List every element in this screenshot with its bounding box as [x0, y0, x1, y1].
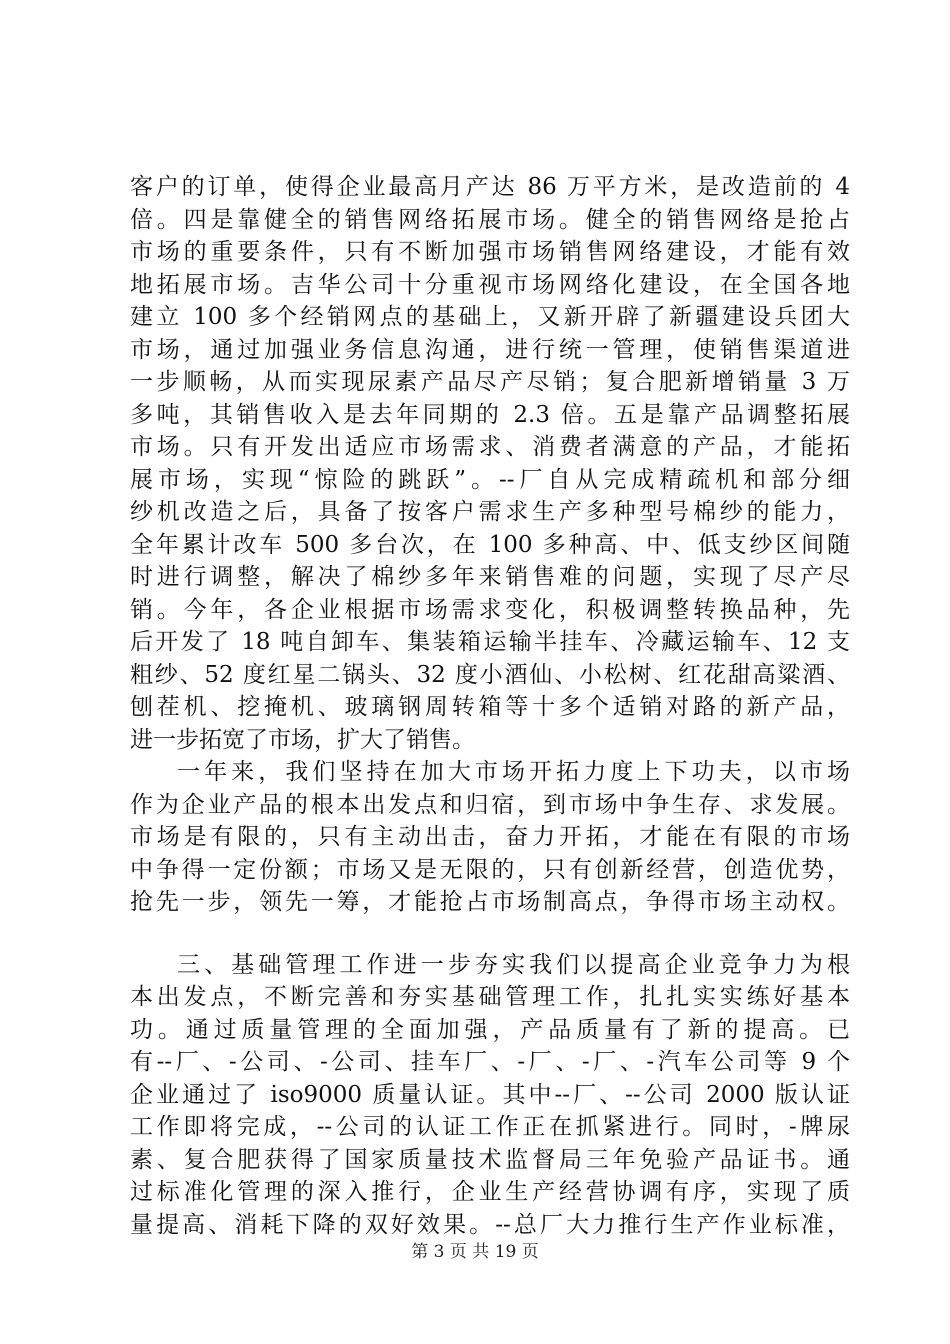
text-line: 倍。四是靠健全的销售网络拓展市场。健全的销售网络是抢占: [130, 206, 850, 233]
text-line: 地拓展市场。吉华公司十分重视市场网络化建设，在全国各地: [130, 271, 850, 298]
text-line: 客户的订单，使得企业最高月产达 86 万平方米，是改造前的 4: [130, 174, 850, 200]
text-line: 销。今年，各企业根据市场需求变化，积极调整转换品种，先: [130, 596, 850, 623]
text-line: 后开发了 18 吨自卸车、集装箱运输半挂车、冷藏运输车、12 支: [130, 629, 850, 655]
text-line: 纱机改造之后，具备了按客户需求生产多种型号棉纱的能力，: [130, 499, 850, 525]
text-line: 市场，通过加强业务信息沟通，进行统一管理，使销售渠道进: [130, 336, 850, 363]
text-line: 素、复合肥获得了国家质量技术监督局三年免验产品证书。通: [130, 1146, 850, 1173]
paragraph-spacer: [130, 919, 850, 949]
text-line: 三、基础管理工作进一步夯实我们以提高企业竞争力为根: [177, 951, 850, 978]
text-line: 市场是有限的，只有主动出击，奋力开拓，才能在有限的市场: [130, 824, 850, 850]
paragraph: [130, 949, 850, 1242]
text-line: 全年累计改车 500 多台次，在 100 多种高、中、低支纱区间随: [130, 531, 850, 558]
text-line: 有--厂、-公司、-公司、挂车厂、-厂、-厂、-汽车公司等 9 个: [130, 1049, 850, 1075]
text-line: 量提高、消耗下降的双好效果。--总厂大力推行生产作业标准，: [130, 1211, 850, 1238]
text-line: 企业通过了 iso9000 质量认证。其中--厂、--公司 2000 版认证: [130, 1081, 850, 1108]
text-line: 进一步拓宽了市场，扩大了销售。: [130, 726, 475, 753]
text-line: 过标准化管理的深入推行，企业生产经营协调有序，实现了质: [130, 1179, 850, 1205]
text-line: 工作即将完成，--公司的认证工作正在抓紧进行。同时，-牌尿: [130, 1114, 850, 1140]
page-number-footer: 第 3 页 共 19 页: [411, 1242, 539, 1262]
text-line: 粗纱、52 度红星二锅头、32 度小酒仙、小松树、红花甜高粱酒、: [130, 661, 850, 688]
text-line: 抢先一步，领先一筹，才能抢占市场制高点，争得市场主动权。: [130, 889, 850, 915]
text-line: 作为企业产品的根本出发点和归宿，到市场中争生存、求发展。: [130, 791, 850, 818]
document-body: [130, 171, 850, 1241]
text-line: 功。通过质量管理的全面加强，产品质量有了新的提高。已: [130, 1016, 850, 1043]
text-line: 一年来，我们坚持在加大市场开拓力度上下功夫，以市场: [177, 759, 850, 785]
text-line: 中争得一定份额；市场又是无限的，只有创新经营，创造优势，: [130, 856, 850, 883]
text-line: 一步顺畅，从而实现尿素产品尽产尽销；复合肥新增销量 3 万: [130, 369, 850, 395]
text-line: 市场。只有开发出适应市场需求、消费者满意的产品，才能拓: [130, 434, 850, 460]
text-line: 市场的重要条件，只有不断加强市场销售网络建设，才能有效: [130, 239, 850, 265]
text-line: 多吨，其销售收入是去年同期的 2.3 倍。五是靠产品调整拓展: [130, 401, 850, 428]
text-line: 时进行调整，解决了棉纱多年来销售难的问题，实现了尽产尽: [130, 564, 850, 590]
text-line: 建立 100 多个经销网点的基础上，又新开辟了新疆建设兵团大: [130, 304, 850, 330]
text-line: 展市场，实现“惊险的跳跃”。--厂自从完成精疏机和部分细: [130, 466, 850, 493]
paragraph: [130, 171, 850, 756]
text-line: 刨茬机、挖掩机、玻璃钢周转箱等十多个适销对路的新产品，: [130, 694, 850, 720]
paragraph: [130, 756, 850, 919]
text-line: 本出发点，不断完善和夯实基础管理工作，扎扎实实练好基本: [130, 984, 850, 1010]
